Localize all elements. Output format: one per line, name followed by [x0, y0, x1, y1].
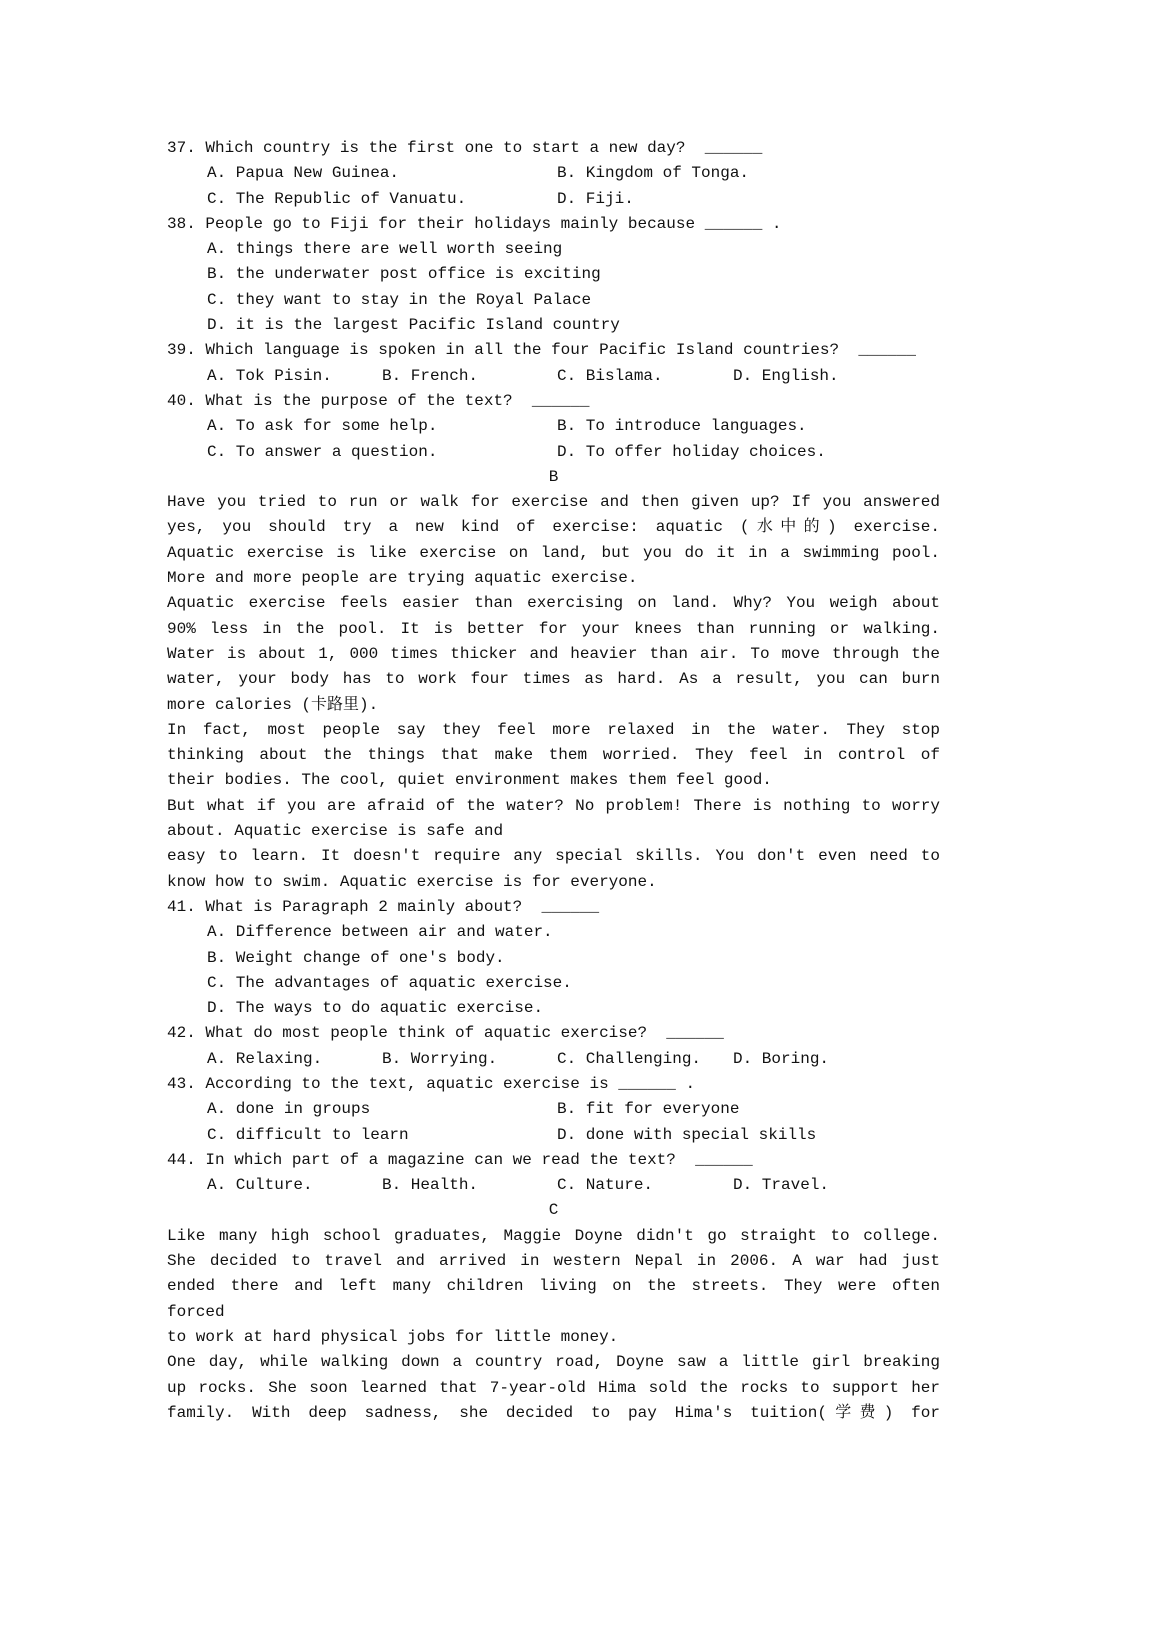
option-row: [167, 1047, 940, 1072]
answer-option: A. Difference between air and water.: [207, 923, 553, 942]
answer-option: D. The ways to do aquatic exercise.: [207, 999, 544, 1018]
passage-line: forced: [167, 1302, 225, 1321]
option-row: [167, 440, 940, 465]
answer-option: A. Papua New Guinea.: [207, 164, 400, 183]
answer-option: C. difficult to learn: [207, 1125, 409, 1144]
question-stem: 44. In which part of a magazine can we read the text? ______: [167, 1150, 753, 1169]
question-stem: 41. What is Paragraph 2 mainly about? ______: [167, 897, 600, 916]
option-row: [167, 364, 940, 389]
answer-option: B. French.: [382, 366, 479, 385]
answer-option: C. To answer a question.: [207, 442, 438, 461]
passage-line: family. With deep sadness, she decided to pay Hima's tuition(学费) for: [167, 1403, 940, 1422]
exam-document: [167, 136, 940, 1426]
passage-line: to work at hard physical jobs for little money.: [167, 1327, 619, 1346]
passage-line: more calories (卡路里).: [167, 695, 379, 714]
passage-line: She decided to travel and arrived in western Nepal in 2006. A war had just: [167, 1252, 940, 1271]
passage-line: easy to learn. It doesn't require any special skills. You don't even need to: [167, 847, 940, 866]
passage-line: their bodies. The cool, quiet environment makes them feel good.: [167, 771, 772, 790]
passage-line: know how to swim. Aquatic exercise is for everyone.: [167, 872, 657, 891]
passage-line: about. Aquatic exercise is safe and: [167, 822, 504, 841]
question-stem: 38. People go to Fiji for their holidays mainly because ______ .: [167, 214, 782, 233]
answer-option: C. they want to stay in the Royal Palace: [207, 290, 592, 309]
answer-option: D. it is the largest Pacific Island country: [207, 316, 620, 335]
answer-option: A. Culture.: [207, 1176, 313, 1195]
option-row: [167, 1123, 940, 1148]
passage-line: yes, you should try a new kind of exercise: aquatic (水中的) exercise.: [167, 518, 940, 537]
passage-line: Aquatic exercise feels easier than exercising on land. Why? You weigh about: [167, 594, 940, 613]
answer-option: A. things there are well worth seeing: [207, 240, 563, 259]
passage-line: In fact, most people say they feel more relaxed in the water. They stop: [167, 720, 940, 739]
answer-option: B. Kingdom of Tonga.: [557, 164, 750, 183]
passage-line: water, your body has to work four times as hard. As a result, you can burn: [167, 670, 940, 689]
passage-line: Water is about 1, 000 times thicker and heavier than air. To move through the: [167, 644, 940, 663]
option-row: [167, 1173, 940, 1198]
passage-line: up rocks. She soon learned that 7-year-old Hima sold the rocks to support her: [167, 1378, 940, 1397]
section-heading: B: [548, 467, 559, 486]
question-stem: 43. According to the text, aquatic exercise is ______ .: [167, 1074, 696, 1093]
question-stem: 39. Which language is spoken in all the four Pacific Island countries? ______: [167, 341, 916, 360]
answer-option: A. To ask for some help.: [207, 417, 438, 436]
passage-line: Aquatic exercise is like exercise on land, but you do it in a swimming pool.: [167, 543, 940, 562]
answer-option: C. Nature.: [557, 1176, 654, 1195]
answer-option: C. The Republic of Vanuatu.: [207, 189, 467, 208]
passage-line: More and more people are trying aquatic exercise.: [167, 569, 638, 588]
answer-option: A. Relaxing.: [207, 1049, 323, 1068]
passage-line: 90% less in the pool. It is better for your knees than running or walking.: [167, 619, 940, 638]
option-row: [167, 414, 940, 439]
option-row: [167, 161, 940, 186]
answer-option: D. done with special skills: [557, 1125, 817, 1144]
option-row: [167, 1097, 940, 1122]
passage-line: ended there and left many children living on the streets. They were often: [167, 1277, 940, 1296]
answer-option: D. To offer holiday choices.: [557, 442, 826, 461]
passage-line: One day, while walking down a country road, Doyne saw a little girl breaking: [167, 1353, 940, 1372]
answer-option: B. fit for everyone: [557, 1100, 740, 1119]
answer-option: D. Fiji.: [557, 189, 634, 208]
question-stem: 42. What do most people think of aquatic exercise? ______: [167, 1024, 724, 1043]
answer-option: C. Challenging.: [557, 1049, 702, 1068]
answer-option: B. Health.: [382, 1176, 479, 1195]
question-stem: 37. Which country is the first one to start a new day? ______: [167, 139, 763, 157]
passage-line: Have you tried to run or walk for exercise and then given up? If you answered: [167, 493, 940, 512]
passage-line: But what if you are afraid of the water? No problem! There is nothing to worry: [167, 796, 940, 815]
answer-option: D. Travel.: [733, 1176, 830, 1195]
answer-option: D. Boring.: [733, 1049, 830, 1068]
passage-line: Like many high school graduates, Maggie Doyne didn't go straight to college.: [167, 1226, 940, 1245]
answer-option: A. Tok Pisin.: [207, 366, 332, 385]
answer-option: B. Weight change of one's body.: [207, 948, 505, 967]
answer-option: B. Worrying.: [382, 1049, 498, 1068]
answer-option: D. English.: [733, 366, 839, 385]
option-row: [167, 187, 940, 212]
answer-option: A. done in groups: [207, 1100, 371, 1119]
answer-option: C. Bislama.: [557, 366, 663, 385]
section-heading: C: [548, 1201, 559, 1220]
answer-option: C. The advantages of aquatic exercise.: [207, 973, 572, 992]
answer-option: B. To introduce languages.: [557, 417, 807, 436]
answer-option: B. the underwater post office is exciting: [207, 265, 601, 284]
passage-line: thinking about the things that make them worried. They feel in control of: [167, 746, 940, 765]
question-stem: 40. What is the purpose of the text? ______: [167, 391, 590, 410]
